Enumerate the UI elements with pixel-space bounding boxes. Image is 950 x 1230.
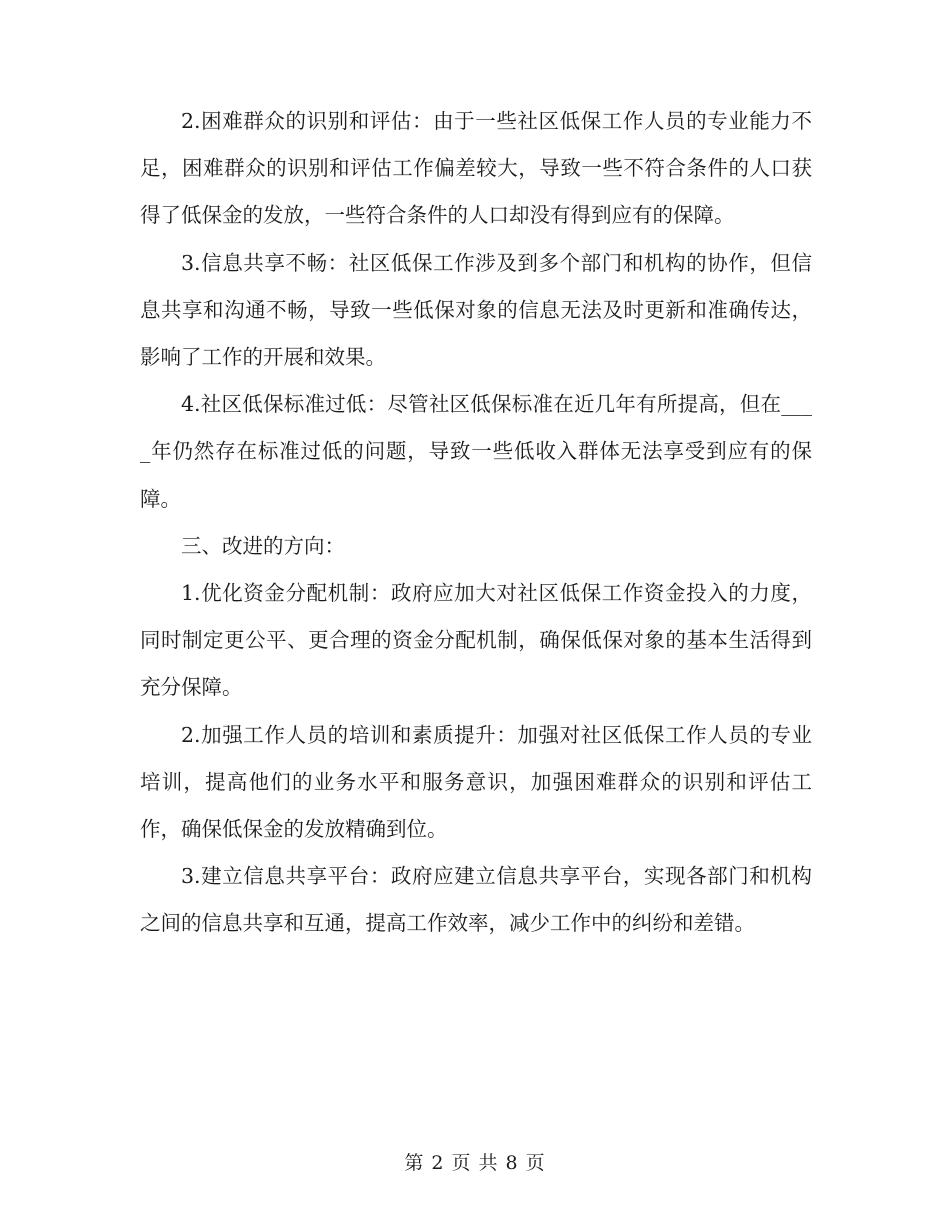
paragraph-sharing-platform: 3.建立信息共享平台：政府应建立信息共享平台，实现各部门和机构之间的信息共享和互通，提高工作效率，减少工作中的纠纷和差错。 — [140, 864, 812, 936]
paragraph-staff-training: 2.加强工作人员的培训和素质提升：加强对社区低保工作人员的专业培训，提高他们的业务水平和服务意识，加强困难群众的识别和评估工作，确保低保金的发放精确到位。 — [140, 722, 812, 842]
document-body — [140, 98, 812, 948]
paragraph-information-sharing: 3.信息共享不畅：社区低保工作涉及到多个部门和机构的协作，但信息共享和沟通不畅，导致一些低保对象的信息无法及时更新和准确传达，影响了工作的开展和效果。 — [140, 250, 812, 370]
page-number-footer: 第 2 页 共 8 页 — [404, 1152, 546, 1174]
paragraph-fund-allocation: 1.优化资金分配机制：政府应加大对社区低保工作资金投入的力度，同时制定更公平、更合理的资金分配机制，确保低保对象的基本生活得到充分保障。 — [140, 581, 812, 700]
section-heading-improvement: 三、改进的方向： — [181, 533, 345, 558]
paragraph-identification-assessment: 2.困难群众的识别和评估：由于一些社区低保工作人员的专业能力不足，困难群众的识别和评估工作偏差较大，导致一些不符合条件的人口获得了低保金的发放，一些符合条件的人口却没有得到应有的保障。 — [140, 109, 812, 228]
paragraph-low-standard: 4.社区低保标准过低：尽管社区低保标准在近几年有所提高，但在____年仍然存在标准过低的问题，导致一些低收入群体无法享受到应有的保障。 — [140, 392, 812, 511]
